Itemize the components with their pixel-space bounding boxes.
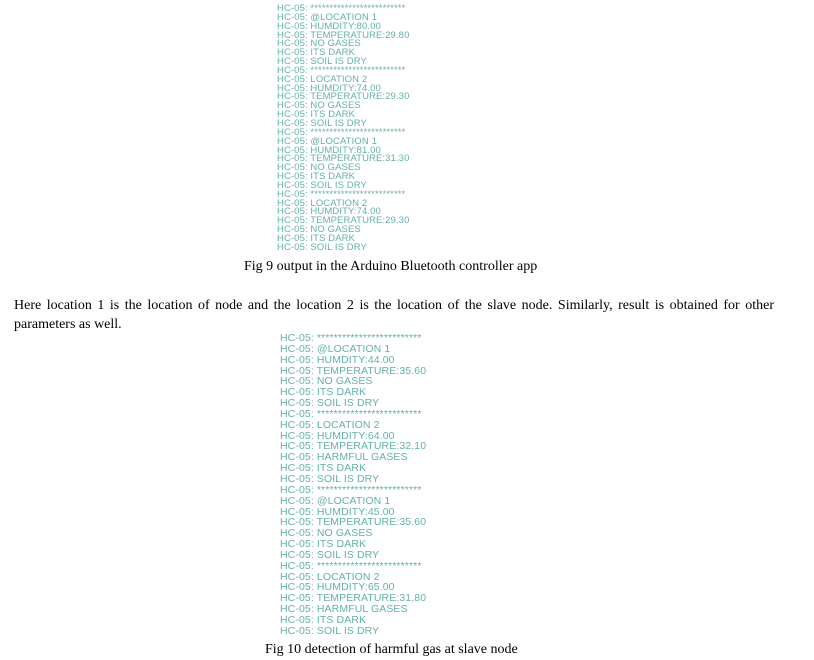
figure-10-caption: Fig 10 detection of harmful gas at slave node: [265, 642, 518, 657]
terminal-line: HC-05: ITS DARK: [277, 171, 356, 183]
terminal-line: HC-05: TEMPERATURE:31.30: [277, 153, 410, 165]
terminal-line: HC-05: NO GASES: [280, 375, 373, 388]
terminal-line: HC-05: LOCATION 2: [280, 570, 380, 583]
terminal-line: HC-05: TEMPERATURE:35.60: [280, 364, 427, 377]
terminal-line: HC-05: ITS DARK: [277, 109, 356, 121]
terminal-line: HC-05: TEMPERATURE:29.30: [277, 215, 410, 227]
terminal-line: HC-05: NO GASES: [277, 162, 361, 174]
terminal-line: HC-05: *************************: [277, 64, 406, 76]
terminal-line: HC-05: SOIL IS DRY: [277, 241, 367, 253]
terminal-line: HC-05: HUMDITY:65.00: [280, 581, 395, 594]
terminal-line: HC-05: *************************: [280, 483, 422, 496]
terminal-line: HC-05: *************************: [280, 407, 422, 420]
terminal-line: HC-05: HUMDITY:74.00: [277, 82, 381, 94]
terminal-line: HC-05: TEMPERATURE:29.30: [277, 91, 410, 103]
terminal-line: HC-05: NO GASES: [277, 38, 361, 50]
terminal-line: HC-05: LOCATION 2: [277, 197, 368, 209]
terminal-line: HC-05: HUMDITY:64.00: [280, 429, 395, 442]
terminal-line: HC-05: SOIL IS DRY: [280, 472, 380, 485]
terminal-line: HC-05: HARMFUL GASES: [280, 603, 408, 616]
terminal-line: HC-05: HUMDITY:45.00: [280, 505, 395, 518]
terminal-line: HC-05: HARMFUL GASES: [280, 451, 408, 464]
terminal-line: HC-05: LOCATION 2: [277, 73, 368, 85]
figure-10-terminal-output: [280, 333, 426, 637]
terminal-line: HC-05: SOIL IS DRY: [280, 397, 380, 410]
terminal-line: HC-05: ITS DARK: [280, 613, 367, 626]
terminal-line: HC-05: TEMPERATURE:29.80: [277, 29, 410, 41]
terminal-line: HC-05: TEMPERATURE:31.80: [280, 592, 427, 605]
terminal-line: HC-05: HUMDITY:44.00: [280, 353, 395, 366]
terminal-line: HC-05: @LOCATION 1: [277, 11, 377, 23]
terminal-line: HC-05: HUMDITY:81.00: [277, 144, 381, 156]
terminal-line: HC-05: NO GASES: [277, 224, 361, 236]
terminal-line: HC-05: ITS DARK: [280, 462, 367, 475]
terminal-line: HC-05: SOIL IS DRY: [280, 548, 380, 561]
terminal-line: HC-05: SOIL IS DRY: [277, 56, 367, 68]
terminal-line: HC-05: HUMDITY:74.00: [277, 206, 381, 218]
terminal-line: HC-05: *************************: [277, 126, 406, 138]
figure-9-terminal-output: [277, 5, 409, 253]
terminal-line: HC-05: @LOCATION 1: [280, 494, 391, 507]
terminal-line: HC-05: TEMPERATURE:32.10: [280, 440, 427, 453]
terminal-line: HC-05: ITS DARK: [280, 538, 367, 551]
terminal-line: HC-05: *************************: [280, 559, 422, 572]
terminal-line: HC-05: HUMDITY:80.00: [277, 20, 381, 32]
terminal-line: HC-05: SOIL IS DRY: [277, 179, 367, 191]
terminal-line: HC-05: ITS DARK: [280, 386, 367, 399]
terminal-line: HC-05: *************************: [277, 3, 406, 14]
terminal-line: HC-05: SOIL IS DRY: [280, 624, 380, 637]
figure-9-caption: Fig 9 output in the Arduino Bluetooth controller app: [244, 259, 538, 274]
terminal-line: HC-05: *************************: [280, 332, 422, 344]
terminal-line: HC-05: NO GASES: [277, 100, 361, 112]
terminal-line: HC-05: ITS DARK: [277, 47, 356, 59]
terminal-line: HC-05: ITS DARK: [277, 232, 356, 244]
body-paragraph: Here location 1 is the location of node and the location 2 is the location of the slave node. Similarly, result is obtained for other parameters as well.: [14, 298, 774, 332]
terminal-line: HC-05: TEMPERATURE:35.60: [280, 516, 427, 529]
terminal-line: HC-05: @LOCATION 1: [277, 135, 377, 147]
terminal-line: HC-05: SOIL IS DRY: [277, 117, 367, 129]
terminal-line: HC-05: NO GASES: [280, 527, 373, 540]
terminal-line: HC-05: LOCATION 2: [280, 418, 380, 431]
terminal-line: HC-05: @LOCATION 1: [280, 342, 391, 355]
terminal-line: HC-05: *************************: [277, 188, 406, 200]
